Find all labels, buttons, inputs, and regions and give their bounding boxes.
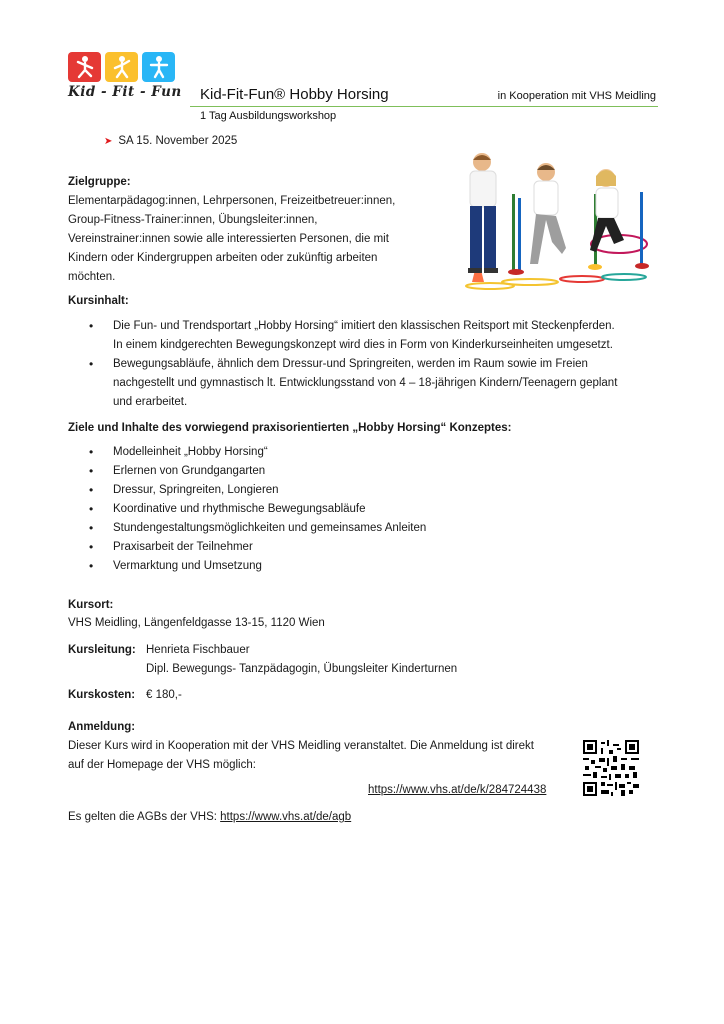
header-divider: [190, 106, 658, 107]
qr-code-icon[interactable]: [583, 740, 639, 796]
agb-text: Es gelten die AGBs der VHS:: [68, 811, 221, 823]
list-item-text: Die Fun- und Trendsportart „Hobby Horsing“ imitiert den klassischen Reitsport mit Steckenpferden.: [113, 320, 615, 332]
logo-blue-figure-icon: [142, 52, 175, 82]
ziele-heading: Ziele und Inhalte des vorwiegend praxisorientierten „Hobby Horsing“ Konzeptes:: [68, 422, 512, 434]
zielgruppe-line: möchten.: [68, 271, 116, 283]
list-item: [0, 317, 617, 355]
ziele-list: [0, 443, 426, 576]
kursleitung-label: Kursleitung:: [68, 644, 136, 656]
list-item-text: nachgestellt und gymnastisch lt. Entwicklungsstand von 4 – 18-jährigen Kindern/Teenagern geplant: [113, 377, 618, 389]
list-item: • Koordinative und rhythmische Bewegungsabläufe: [0, 500, 426, 519]
arrow-bullet-icon: ➤: [104, 136, 113, 147]
kursleitung-title: Dipl. Bewegungs- Tanzpädagogin, Übungsleiter Kinderturnen: [146, 663, 458, 675]
kurskosten-label: Kurskosten:: [68, 689, 136, 701]
list-item-text: Bewegungsabläufe, ähnlich dem Dressur-und Springreiten, werden im Raum sowie im Freien: [113, 358, 588, 370]
list-item: • Erlernen von Grundgangarten: [0, 462, 426, 481]
list-item: • Modelleinheit „Hobby Horsing“: [0, 443, 426, 462]
document-subtitle: 1 Tag Ausbildungsworkshop: [200, 110, 337, 122]
zielgruppe-line: Elementarpädagog:innen, Lehrpersonen, Freizeitbetreuer:innen,: [68, 195, 396, 207]
zielgruppe-heading: Zielgruppe:: [68, 176, 131, 188]
date-text: SA 15. November 2025: [118, 135, 238, 147]
document-title: Kid-Fit-Fun® Hobby Horsing: [200, 86, 389, 103]
kurskosten-value: € 180,-: [146, 689, 182, 701]
anmeldung-text: Dieser Kurs wird in Kooperation mit der VHS Meidling veranstaltet. Die Anmeldung ist direkt: [68, 740, 534, 752]
list-item: • Vermarktung und Umsetzung: [0, 557, 426, 576]
logo-wordmark: Kid - Fit - Fun: [68, 84, 182, 100]
agb-note: [68, 808, 351, 827]
logo-red-figure-icon: [68, 52, 101, 82]
kursort-heading: Kursort:: [68, 599, 114, 611]
registration-link[interactable]: https://www.vhs.at/de/k/284724438: [368, 784, 547, 796]
zielgruppe-line: Vereinstrainer:innen sowie alle interessierten Personen, die mit: [68, 233, 389, 245]
logo-yellow-figure-icon: [105, 52, 138, 82]
list-item: • Stundengestaltungsmöglichkeiten und gemeinsames Anleiten: [0, 519, 426, 538]
list-item: [0, 355, 617, 412]
zielgruppe-line: Group-Fitness-Trainer:innen, Übungsleiter:innen,: [68, 214, 318, 226]
zielgruppe-line: Kindern oder Kindergruppen arbeiten oder zukünftig arbeiten: [68, 252, 378, 264]
workshop-date: [104, 135, 237, 147]
agb-link[interactable]: https://www.vhs.at/de/agb: [220, 811, 352, 823]
children-hobby-horsing-photo: [454, 146, 654, 292]
kursinhalt-heading: Kursinhalt:: [68, 295, 129, 307]
kursort-address: VHS Meidling, Längenfeldgasse 13-15, 1120 Wien: [68, 617, 325, 629]
list-item: • Dressur, Springreiten, Longieren: [0, 481, 426, 500]
list-item-text: In einem kindgerechten Bewegungskonzept wird dies in Form von Kinderkurseinheiten umgesetzt.: [113, 339, 613, 351]
list-item: • Praxisarbeit der Teilnehmer: [0, 538, 426, 557]
kid-fit-fun-logo: [68, 52, 180, 102]
anmeldung-text: auf der Homepage der VHS möglich:: [68, 759, 256, 771]
anmeldung-heading: Anmeldung:: [68, 721, 136, 733]
kursleitung-name: Henrieta Fischbauer: [146, 644, 250, 656]
cooperation-note: in Kooperation mit VHS Meidling: [497, 90, 656, 102]
kursinhalt-list: [0, 317, 617, 412]
list-item-text: und erarbeitet.: [113, 396, 188, 408]
